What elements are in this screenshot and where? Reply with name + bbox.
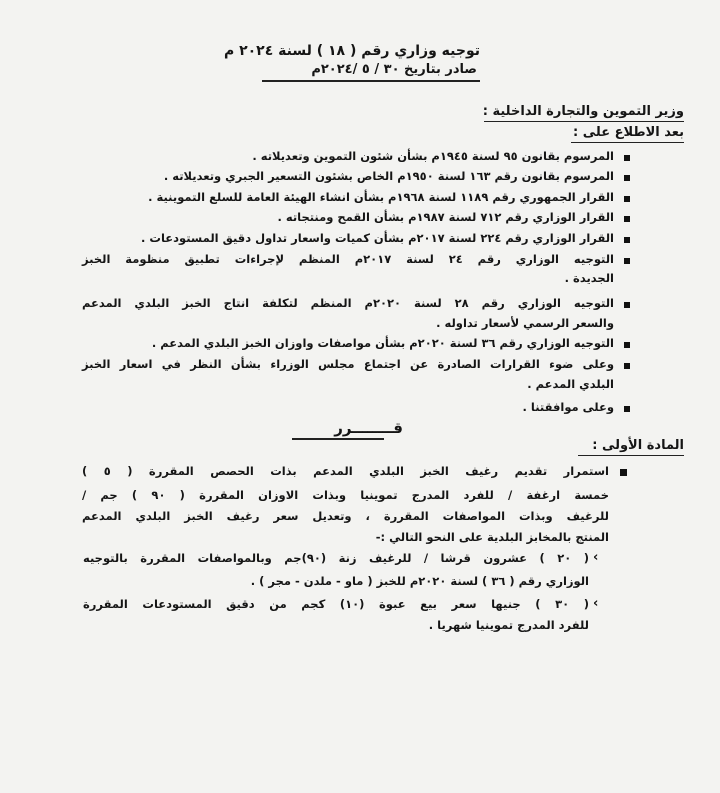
bullet-icon [624, 258, 630, 264]
list-item: التوجيه الوزاري رقم ٢٤ لسنة ٢٠١٧م المنظم لإجراءات تطبيق منظومة الخبز [82, 252, 614, 266]
article-underline [578, 455, 684, 456]
list-item: المرسوم بقانون ٩٥ لسنة ١٩٤٥م بشأن شئون التموين وتعديلاته . [252, 149, 614, 163]
minister-line: وزير التموين والتجارة الداخلية : [482, 104, 684, 119]
chevron-left-icon: ‹ [593, 596, 599, 611]
price-item: ( ٢٠ ) عشرون قرشا / للرغيف زنة (٩٠)جم وبالمواصفات المقررة بالتوجيه [83, 551, 589, 565]
list-item: المرسوم بقانون رقم ١٦٣ لسنة ١٩٥٠م الخاص بشئون التسعير الجبري وتعديلاته . [163, 169, 614, 183]
after-review-underline [571, 142, 684, 143]
list-item: التوجيه الوزاري رقم ٣٦ لسنة ٢٠٢٠م بشأن مواصفات واوزان الخبز البلدي المدعم . [151, 336, 614, 350]
article-paragraph-line: استمرار تقديم رغيف الخبز البلدي المدعم بذات الحصص المقررة ( ٥ ) [82, 464, 609, 478]
article-paragraph-line: خمسة ارغفة / للفرد المدرج تموينيا وبذات الاوزان المقررة ( ٩٠ ) جم / [82, 488, 609, 502]
after-review-heading: بعد الاطلاع على : [573, 125, 684, 140]
bullet-icon [624, 237, 630, 243]
issue-date: صادر بتاريخ ٣٠ / ٥ /٢٠٢٤م [311, 62, 477, 77]
bullet-icon [624, 175, 630, 181]
list-item-continuation: والسعر الرسمي لأسعار تداوله . [436, 316, 614, 330]
minister-underline [484, 121, 684, 122]
decision-heading: قــــــــرر [334, 419, 403, 437]
date-underline [262, 80, 480, 82]
list-item-continuation: الجديدة . [564, 271, 614, 285]
list-item: وعلى موافقتنا . [522, 400, 614, 414]
list-item: القرار الجمهوري رقم ١١٨٩ لسنة ١٩٦٨م بشأن انشاء الهيئة العامة للسلع التموينية . [148, 190, 614, 204]
list-item: التوجيه الوزاري رقم ٢٨ لسنة ٢٠٢٠م المنظم لتكلفة انتاج الخبز البلدي المدعم [82, 296, 614, 310]
article-paragraph-line: المنتج بالمخابز البلدية على النحو التالي :- [375, 530, 609, 544]
list-item: وعلى ضوء القرارات الصادرة عن اجتماع مجلس الوزراء بشأن النظر في اسعار الخبز [82, 357, 614, 371]
list-item: القرار الوزاري رقم ٢٢٤ لسنة ٢٠١٧م بشأن كميات واسعار تداول دقيق المستودعات . [141, 231, 614, 245]
price-item: ( ٣٠ ) جنيها سعر بيع عبوة (١٠) كجم من دقيق المستودعات المقررة [83, 597, 589, 611]
bullet-icon [624, 363, 630, 369]
decision-underline [292, 438, 384, 440]
bullet-icon [624, 216, 630, 222]
price-item-continuation: الوزاري رقم ( ٣٦ ) لسنة ٢٠٢٠م للخبز ( ماو - ملدن - مجر ) . [250, 574, 589, 588]
bullet-icon [624, 196, 630, 202]
bullet-icon [620, 469, 627, 476]
directive-title: توجيه وزاري رقم ( ١٨ ) لسنة ٢٠٢٤ م [223, 43, 480, 59]
article-paragraph-line: للرغيف وبذات المواصفات المقررة ، وتعديل سعر رغيف الخبز البلدي المدعم [82, 509, 609, 523]
bullet-icon [624, 342, 630, 348]
list-item-continuation: البلدي المدعم . [527, 377, 614, 391]
article-heading: المادة الأولى : [592, 438, 684, 453]
chevron-left-icon: ‹ [593, 550, 599, 565]
bullet-icon [624, 302, 630, 308]
bullet-icon [624, 155, 630, 161]
list-item: القرار الوزاري رقم ٧١٢ لسنة ١٩٨٧م بشأن القمح ومنتجاته . [277, 210, 614, 224]
price-item-continuation: للفرد المدرج تموينيا شهريا . [428, 618, 589, 632]
bullet-icon [624, 406, 630, 412]
